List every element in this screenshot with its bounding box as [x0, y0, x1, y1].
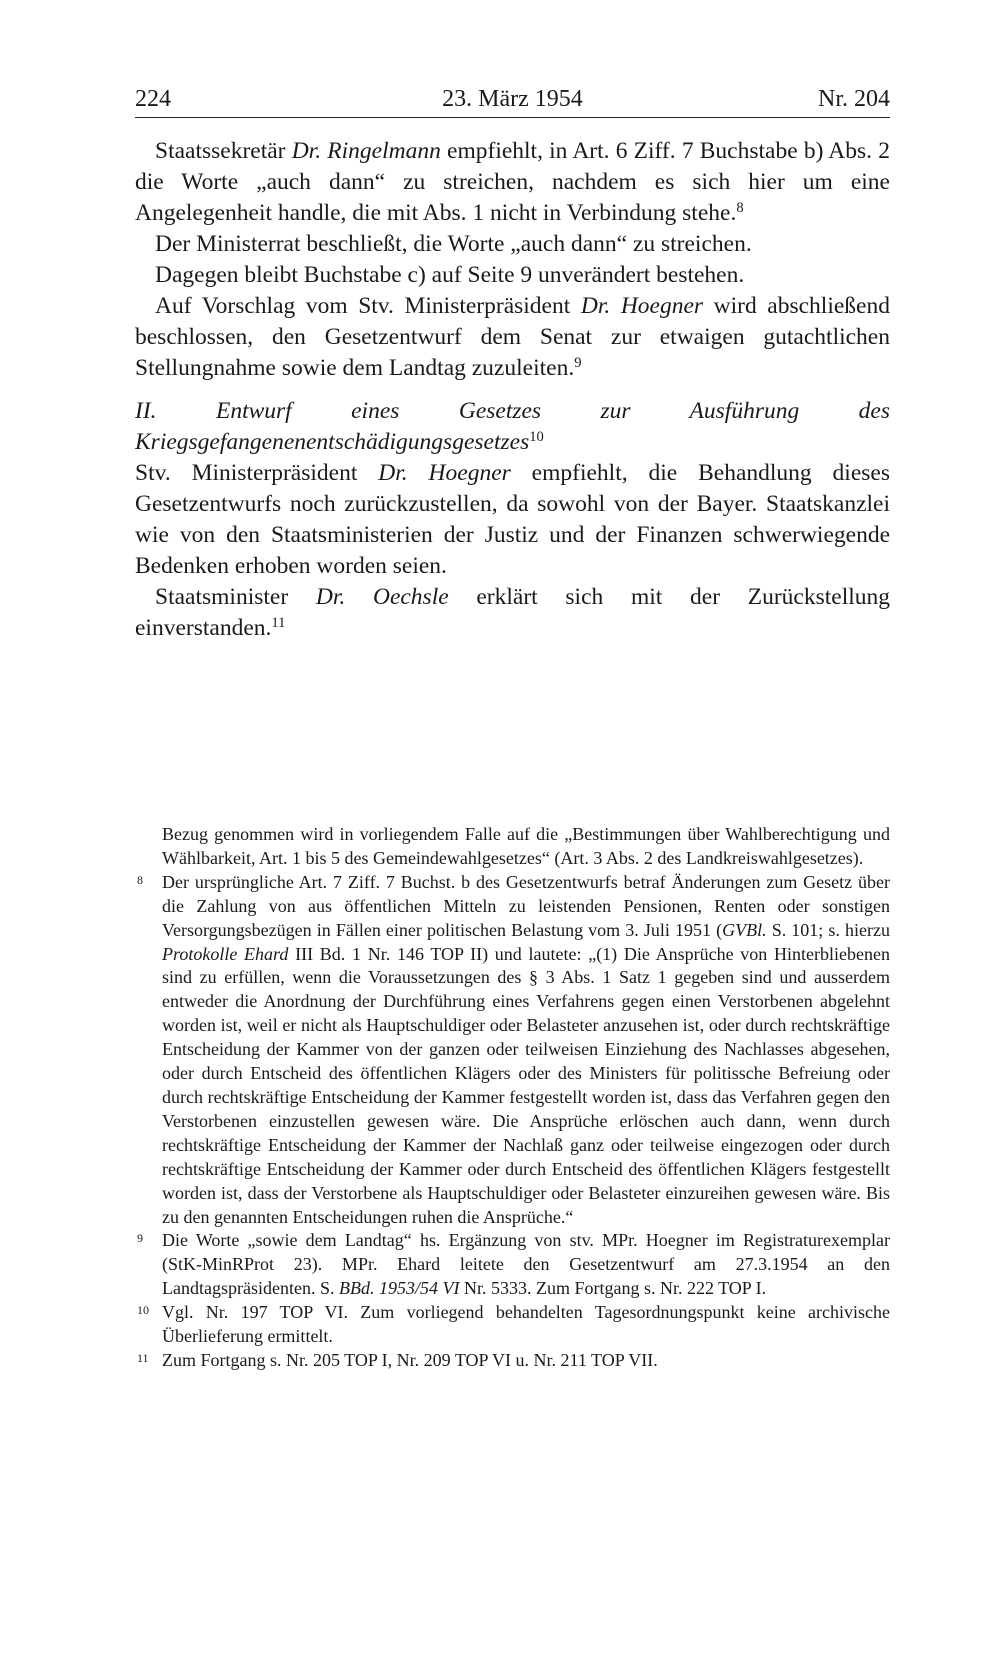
footnote-number: 9	[137, 1231, 143, 1246]
paragraph-buchstabe-c: Dagegen bleibt Buchstabe c) auf Seite 9 unverändert bestehen.	[155, 262, 745, 288]
footnote-ref[interactable]: 10	[529, 429, 544, 445]
footnote-ref[interactable]: 8	[736, 200, 744, 216]
person-name: Dr. Hoegner	[580, 293, 704, 319]
footnote-number: 8	[137, 872, 143, 887]
footnote-continuation: Bezug genommen wird in vorliegendem Falle auf die „Bestimmungen über Wahlberechtigung und Wählbarkeit, Art. 1 bis 5 des Gemeindewahlgesetzes“ (Art. 3 Abs. 2 des Landkreiswahlgesetzes).	[162, 824, 890, 868]
footnote-ref[interactable]: 11	[271, 615, 286, 631]
footnote-10: 10 Vgl. Nr. 197 TOP VI. Zum vorliegend behandelten Tagesordnungspunkt keine archivische Überlieferung ermittelt.	[137, 1302, 890, 1347]
person-name: Dr. Hoegner	[378, 460, 511, 486]
main-text	[135, 136, 890, 644]
footnote-number: 11	[137, 1350, 149, 1365]
footnote-ref[interactable]: 9	[574, 355, 582, 371]
person-name: Dr. Ringelmann	[291, 138, 441, 164]
footnote-9: 9 Die Worte „sowie dem Landtag“ hs. Ergänzung von stv. MPr. Hoegner im Registraturexemplar (StK-MinRProt 23). MPr. Ehard leitete den Gesetzentwurf am 27.3.1954 an den Landtagspräsidenten. S. BBd. 1953/54 VI Nr. 5333. Zum Fortgang s. Nr. 222 TOP I.	[137, 1230, 890, 1299]
footnote-number: 10	[137, 1303, 149, 1318]
paragraph-oechsle: Staatsminister Dr. Oechsle erklärt sich mit der Zurückstellung einverstanden.$^{11}$	[135, 584, 891, 641]
protocol-number: Nr. 204	[818, 86, 890, 112]
paragraph-ringelmann: Staatssekretär Dr. Ringelmann empfiehlt, in Art. 6 Ziff. 7 Buchstabe b) Abs. 2 die Worte „auch dann“ zu streichen, nachdem es sich hier um eine Angelegenheit handle, die mit Abs. 1 nicht in Verbindung stehe.$^8$	[135, 138, 890, 226]
footnotes-section	[135, 823, 890, 1373]
paragraph-resolution: Der Ministerrat beschließt, die Worte „auch dann“ zu streichen.	[155, 231, 752, 257]
page-number: 224	[135, 86, 171, 112]
footnote-11: 11 Zum Fortgang s. Nr. 205 TOP I, Nr. 209 TOP VI u. Nr. 211 TOP VII.	[137, 1349, 658, 1370]
person-name: Dr. Oechsle	[315, 584, 449, 610]
paragraph-hoegner-proposal: Auf Vorschlag vom Stv. Ministerpräsident Dr. Hoegner wird abschließend beschlossen, den Gesetzentwurf dem Senat zur etwaigen gutachtlichen Stellungnahme sowie dem Landtag zuzuleiten.$^9$	[135, 293, 890, 381]
session-date: 23. März 1954	[442, 86, 583, 112]
running-header	[135, 80, 890, 118]
paragraph-hoegner-postpone: Stv. Ministerpräsident Dr. Hoegner empfiehlt, die Behandlung dieses Gesetzentwurfs noch zurückzustellen, da sowohl von der Bayer. Staatskanzlei wie von den Staatsministerien der Justiz und der Finanzen schwerwiegende Bedenken erhoben worden seien.	[135, 460, 890, 579]
section-heading: II. Entwurf eines Gesetzes zur Ausführung des Kriegsgefangenenentschädigungsgesetzes$^{10}$	[135, 398, 890, 455]
footnote-8: 8 Der ursprüngliche Art. 7 Ziff. 7 Buchst. b des Gesetzentwurfs betraf Änderungen zum Gesetz über die Zahlung von aus öffentlichen Mitteln zu leistenden Pensionen, Renten oder sonstigen Versorgungsbezügen in Fällen einer politischen Belastung vom 3. Juli 1951 (GVBl. S. 101; s. hierzu Protokolle Ehard III Bd. 1 Nr. 146 TOP II) und lautete: „(1) Die Ansprüche von Hinterbliebenen sind zu erfüllen, wenn die Voraussetzungen des § 3 Abs. 1 Satz 1 gegeben sind und ausserdem entweder die Anordnung der Durchführung eines Verfahrens gegen einen Verstorbenen abgelehnt worden ist, weil er nicht als Hauptschuldiger oder Belasteter anzusehen ist, oder durch rechtskräftige Entscheidung der Kammer von der ganzen oder teilweisen Einziehung des Nachlasses abgesehen, oder durch Entscheid des öffentlichen Klägers oder des Ministers für politissche Befreiung oder durch rechtskräftige Entscheidung der Kammer festgestellt worden ist, dass das Verfahren gegen den Verstorbenen einzustellen gewesen wäre. Die Ansprüche erlöschen auch dann, wenn durch rechtskräftige Entscheidung der Kammer der Nachlaß ganz oder teilweise eingezogen oder durch rechtskräftige Entscheidung der Kammer oder durch Entscheid des öffentlichen Klägers festgestellt worden ist, dass der Verstorbene als Hauptschuldiger oder Belasteter einzureihen gewesen wäre. Bis zu den genannten Entscheidungen ruhen die Ansprüche.“	[137, 871, 890, 1227]
